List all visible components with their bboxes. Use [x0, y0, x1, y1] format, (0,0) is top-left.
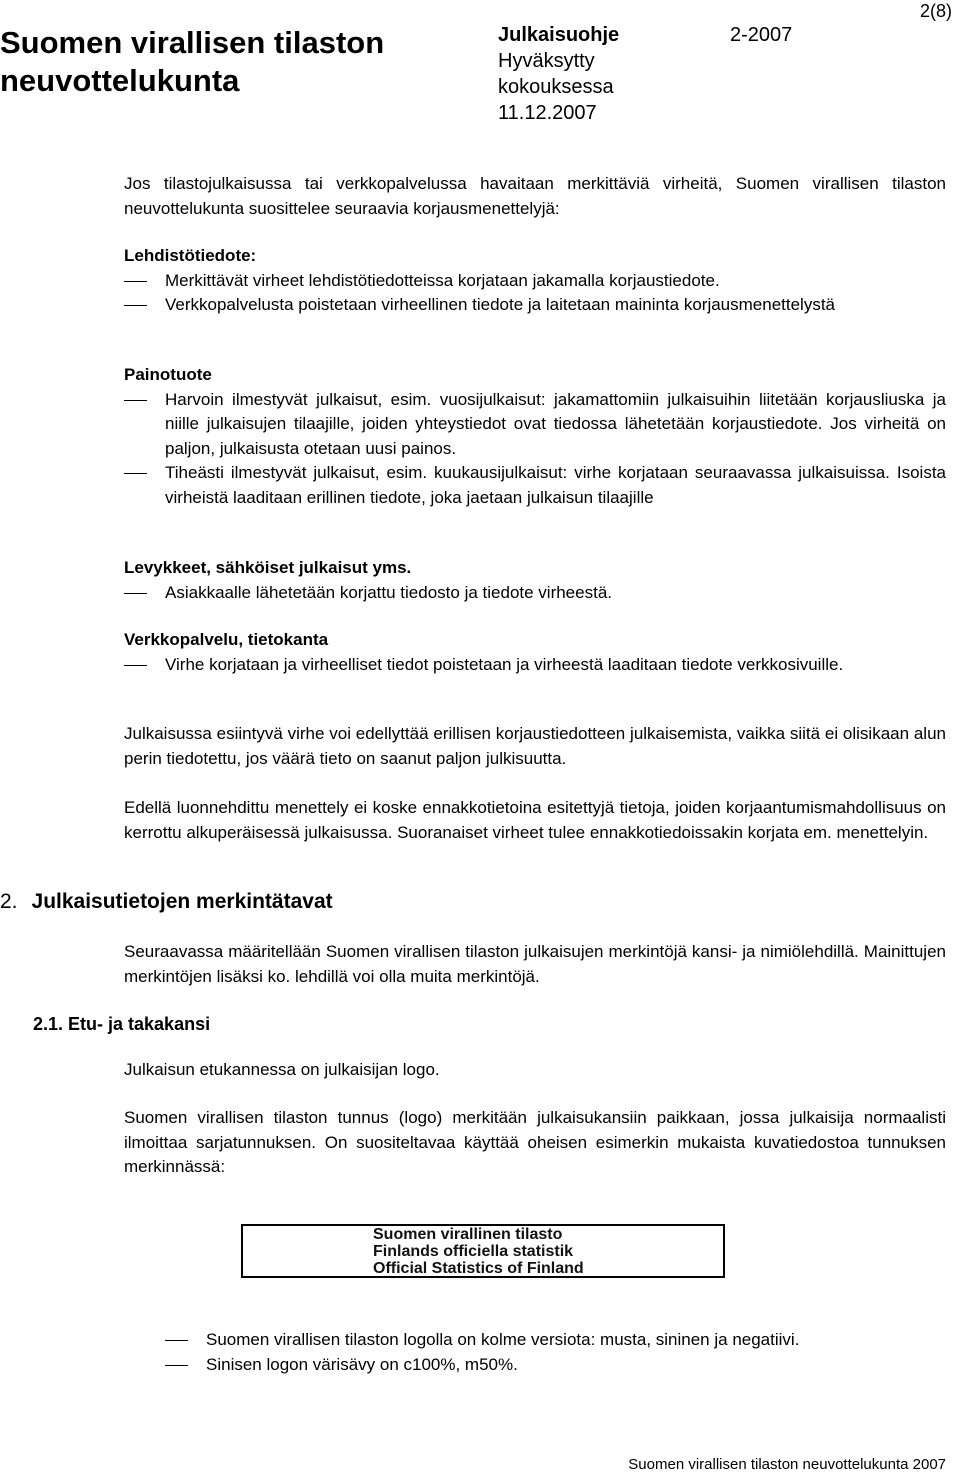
list-item: Harvoin ilmestyvät julkaisut, esim. vuosijulkaisut: jakamattomiin julkaisuihin liitetään korjausliuska ja niille julkaisujen tilaajille, joiden yhteystiedot ovat tiedossa lähetetään korjaustiedote. Jos virheitä on paljon, julkaisusta otetaan uusi painos.	[124, 388, 946, 462]
press-release-heading: Lehdistötiedote:	[124, 246, 257, 265]
web-service-section	[124, 628, 946, 677]
disks-heading: Levykkeet, sähköiset julkaisut yms.	[124, 558, 412, 577]
list-item: Tiheästi ilmestyvät julkaisut, esim. kuukausijulkaisut: virhe korjataan seuraavassa julkaisuissa. Isoista virheistä laaditaan erillinen tiedote, joka jaetaan julkaisun tilaajille	[124, 461, 946, 510]
document-version: 2-2007	[730, 24, 793, 46]
list-item: Suomen virallisen tilaston logolla on kolme versiota: musta, sininen ja negatiivi.	[165, 1328, 955, 1353]
print-product-section	[124, 363, 946, 510]
web-service-heading: Verkkopalvelu, tietokanta	[124, 630, 329, 649]
logo-line-english: Official Statistics of Finland	[373, 1260, 584, 1277]
press-release-section	[124, 244, 946, 318]
list-item: Merkittävät virheet lehdistötiedotteissa korjataan jakamalla korjaustiedote.	[124, 269, 946, 294]
list-item: Sinisen logon värisävy on c100%, m50%.	[165, 1353, 955, 1378]
disks-section	[124, 556, 946, 605]
list-item: Verkkopalvelusta poistetaan virheellinen tiedote ja laitetaan maininta korjausmenettelystä	[124, 293, 946, 318]
list-item: Asiakkaalle lähetetään korjattu tiedosto ja tiedote virheestä.	[124, 581, 946, 606]
list-item: Virhe korjataan ja virheelliset tiedot poistetaan ja virheestä laaditaan tiedote verkkosivuille.	[124, 653, 946, 678]
page-footer: Suomen virallisen tilaston neuvottelukunta 2007	[628, 1456, 946, 1473]
section-2-1-paragraph-2: Suomen virallisen tilaston tunnus (logo) merkitään julkaisukansiin paikkaan, jossa julkaisija normaalisti ilmoittaa sarjatunnuksen. On suositeltavaa käyttää oheisen esimerkin mukaista kuvatiedostoa tunnuksen merkinnässä:	[124, 1108, 946, 1176]
section-2-1-heading: 2.1. Etu- ja takakansi	[33, 1014, 211, 1034]
document-type: Julkaisuohje	[498, 24, 620, 46]
logo-notes-list	[165, 1328, 955, 1377]
logo-wordmark	[373, 1226, 584, 1277]
paragraph-preliminary-data: Edellä luonnehdittu menettely ei koske ennakkotietoina esitettyjä tietoja, joiden korjaantumismahdollisuus on kerrottu alkuperäisessä julkaisussa. Suoranaiset virheet tulee ennakkotiedoissakin korjata em. menettelyin.	[124, 798, 946, 842]
section-title: Julkaisutietojen merkintätavat	[31, 890, 333, 913]
organization-title: Suomen virallisen tilaston neuvottelukunta	[0, 25, 385, 98]
print-product-heading: Painotuote	[124, 365, 212, 384]
page-number: 2(8)	[919, 1, 952, 21]
section-2-heading	[0, 888, 333, 916]
approval-status: Hyväksytty kokouksessa 11.12.2007	[498, 50, 614, 124]
section-number: 2.	[0, 890, 18, 913]
logo-line-swedish: Finlands officiella statistik	[373, 1243, 574, 1260]
official-statistics-logo	[241, 1224, 725, 1278]
logo-line-finnish: Suomen virallinen tilasto	[373, 1226, 563, 1243]
intro-paragraph: Jos tilastojulkaisussa tai verkkopalvelussa havaitaan merkittäviä virheitä, Suomen virallisen tilaston neuvottelukunta suosittelee seuraavia korjausmenettelyjä:	[124, 174, 946, 218]
section-2-intro: Seuraavassa määritellään Suomen virallisen tilaston julkaisujen merkintöjä kansi- ja nimiölehdillä. Mainittujen merkintöjen lisäksi ko. lehdillä voi olla muita merkintöjä.	[124, 942, 946, 986]
paragraph-correction-notice: Julkaisussa esiintyvä virhe voi edellyttää erillisen korjaustiedotteen julkaisemista, vaikka siitä ei olisikaan alun perin tiedotettu, jos väärä tieto on saanut paljon julkisuutta.	[124, 724, 946, 768]
document-info	[498, 22, 698, 126]
section-2-1-paragraph-1: Julkaisun etukannessa on julkaisijan logo.	[124, 1060, 440, 1079]
